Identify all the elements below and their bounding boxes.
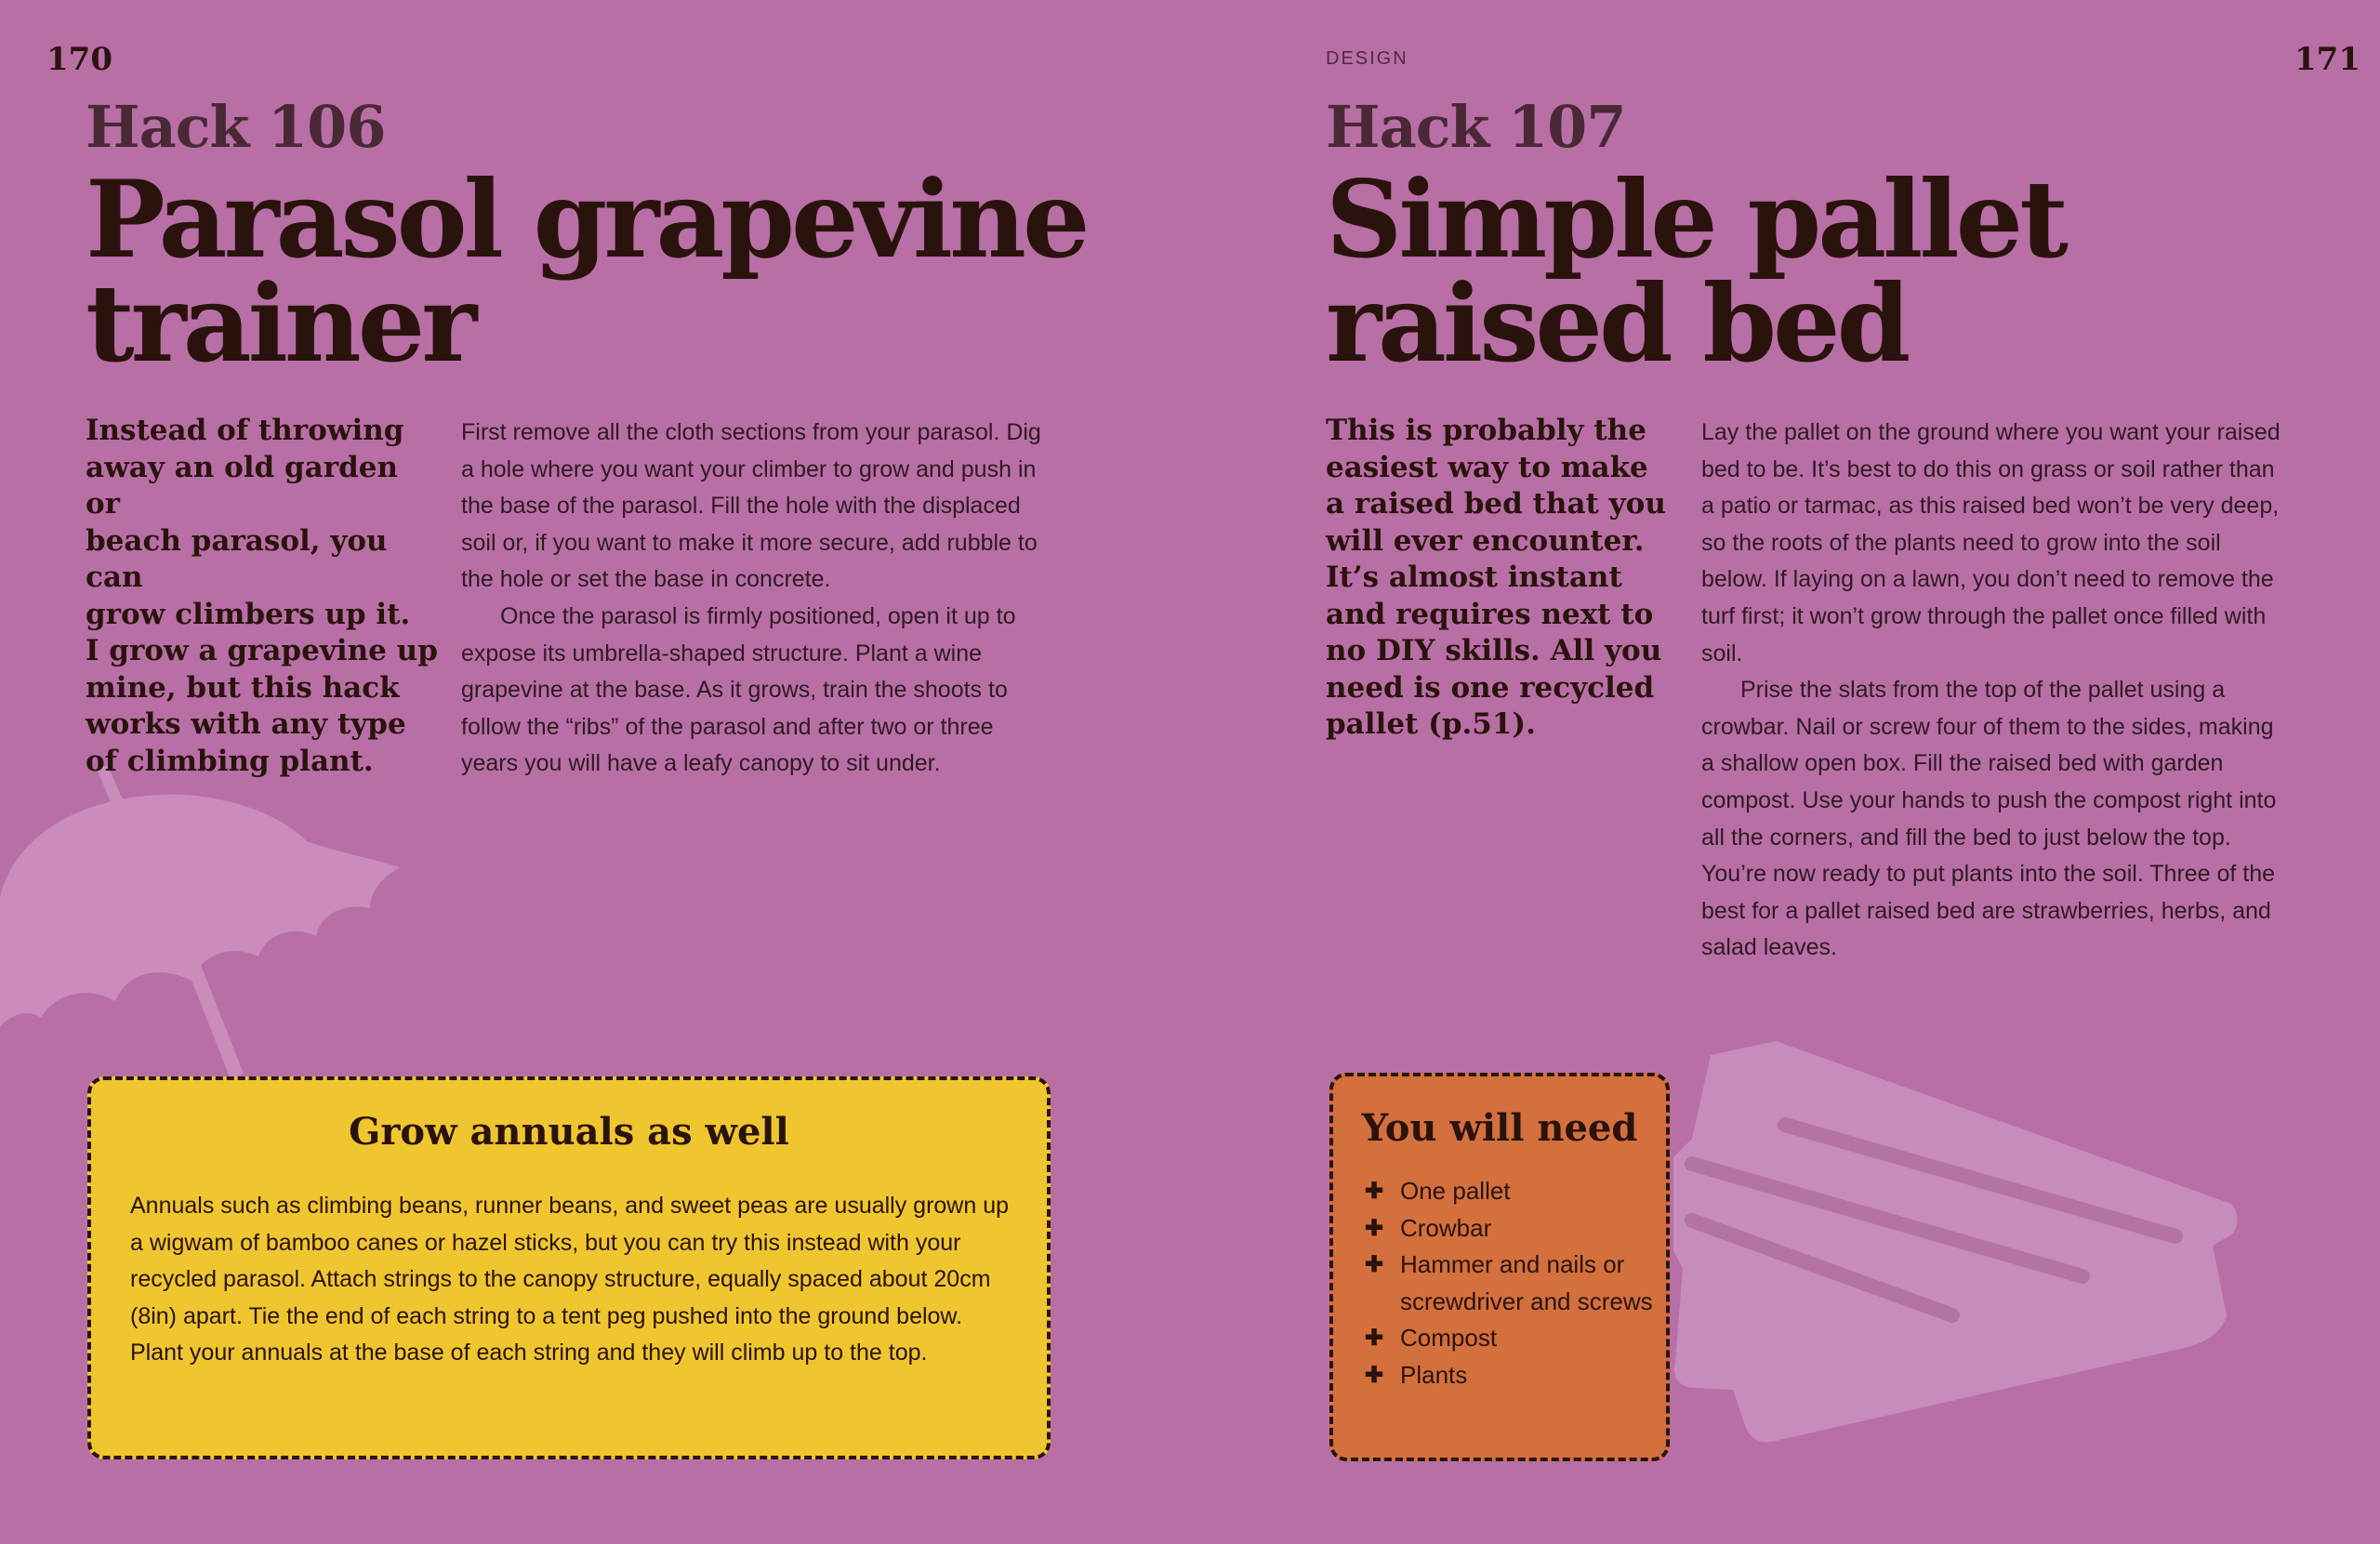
intro-line: easiest way to make [1326, 450, 1648, 484]
plus-bullet-icon: ✚ [1365, 1252, 1384, 1278]
intro-line: need is one recycled [1326, 670, 1655, 705]
plus-bullet-icon: ✚ [1365, 1326, 1384, 1352]
hack-106-title-line-1: Parasol grapevine [86, 157, 1087, 282]
intro-line: I grow a grapevine up [86, 634, 438, 667]
intro-line: no DIY skills. All you [1326, 634, 1662, 667]
needs-box [1329, 1073, 1670, 1461]
needs-item-label: Crowbar [1400, 1213, 1492, 1242]
hack-107-title-line-2: raised bed [1326, 261, 1908, 386]
intro-line: a raised bed that you [1326, 487, 1666, 521]
list-item [1365, 1247, 1653, 1320]
needs-list [1365, 1173, 1653, 1394]
hack-106-title [86, 157, 1087, 386]
needs-item-label: Plants [1400, 1360, 1468, 1389]
intro-line: works with any type [86, 707, 406, 741]
intro-line: It’s almost instant [1326, 561, 1622, 594]
body-paragraph: First remove all the cloth sections from your parasol. Dig a hole where you want your climber to grow and push in the base of the parasol. Fill the hole with the displaced soil or, if you want to make it more secure, add rubble to the hole or set the base in concrete. [461, 419, 1041, 593]
hack-107-number: Hack 107 [1326, 93, 1626, 161]
intro-line: Instead of throwing [86, 414, 404, 447]
hack-107-title [1326, 157, 2065, 386]
needs-item-label: One pallet [1400, 1177, 1511, 1205]
tip-box-title: Grow annuals as well [349, 1110, 789, 1154]
hack-107-body [1701, 415, 2287, 967]
intro-line: and requires next to [1326, 597, 1654, 631]
body-paragraph: Prise the slats from the top of the pallet using a crowbar. Nail or screw four of them to the sides, making a shallow open box. Fill the raised bed with garden compost. Use your hands to push the compost right into all the corners, and fill the bed to just below the top. You’re now ready to put plants into the soil. Three of the best for a pallet raised bed are strawberries, herbs, and salad leaves. [1701, 677, 2277, 961]
intro-line: of climbing plant. [86, 744, 374, 778]
pallet-illustration [1655, 1036, 2250, 1455]
hack-106-title-line-2: trainer [86, 261, 474, 386]
needs-box-title: You will need [1361, 1106, 1638, 1150]
list-item [1365, 1173, 1653, 1210]
body-paragraph: Lay the pallet on the ground where you want your raised bed to be. It’s best to do this on grass or soil rather than a patio or tarmac, as this raised bed won’t be very deep, so the roots of the plants need to grow into the soil below. If laying on a lawn, you don’t need to remove the turf first; it won’t grow through the pallet once filled with soil. [1701, 419, 2281, 666]
parasol-illustration [0, 758, 428, 1092]
plus-bullet-icon: ✚ [1365, 1215, 1384, 1241]
intro-line: away an old garden or [86, 450, 399, 521]
intro-line: pallet (p.51). [1326, 707, 1536, 741]
section-label: DESIGN [1326, 48, 1408, 69]
intro-line: This is probably the [1326, 414, 1646, 447]
intro-line: mine, but this hack [86, 670, 400, 705]
intro-line: grow climbers up it. [86, 597, 411, 631]
plus-bullet-icon: ✚ [1365, 1179, 1384, 1204]
needs-item-label: Compost [1400, 1324, 1498, 1353]
plus-bullet-icon: ✚ [1365, 1362, 1384, 1388]
hack-106-body [461, 415, 1056, 783]
tip-box-grow-annuals [87, 1076, 1051, 1459]
list-item [1365, 1357, 1653, 1394]
hack-106-intro [86, 413, 439, 780]
intro-line: will ever encounter. [1326, 523, 1645, 558]
right-page-number: 171 [2294, 41, 2360, 78]
hack-106-number: Hack 106 [86, 93, 386, 161]
hack-107-title-line-1: Simple pallet [1326, 157, 2065, 282]
intro-line: beach parasol, you can [86, 523, 388, 594]
list-item [1365, 1320, 1653, 1357]
left-page-number: 170 [46, 41, 112, 78]
needs-item-label: Hammer and nails or screwdriver and screws [1400, 1250, 1653, 1315]
hack-107-intro [1326, 413, 1679, 744]
list-item [1365, 1210, 1653, 1247]
tip-box-body: Annuals such as climbing beans, runner beans, and sweet peas are usually grown up a wigwam of bamboo canes or hazel sticks, but you can try this instead with your recycled parasol. Attach strings to the canopy structure, equally spaced about 20cm (8in) apart. Tie the end of each string to a tent peg pushed into the ground below. Plant your annuals at the base of each string and they will climb up to the top. [130, 1193, 1010, 1366]
body-paragraph: Once the parasol is firmly positioned, open it up to expose its umbrella-shaped structure. Plant a wine grapevine at the base. As it grows, train the shoots to follow the “ribs” of the parasol and after two or three years you will have a leafy canopy to sit under. [461, 602, 1016, 777]
